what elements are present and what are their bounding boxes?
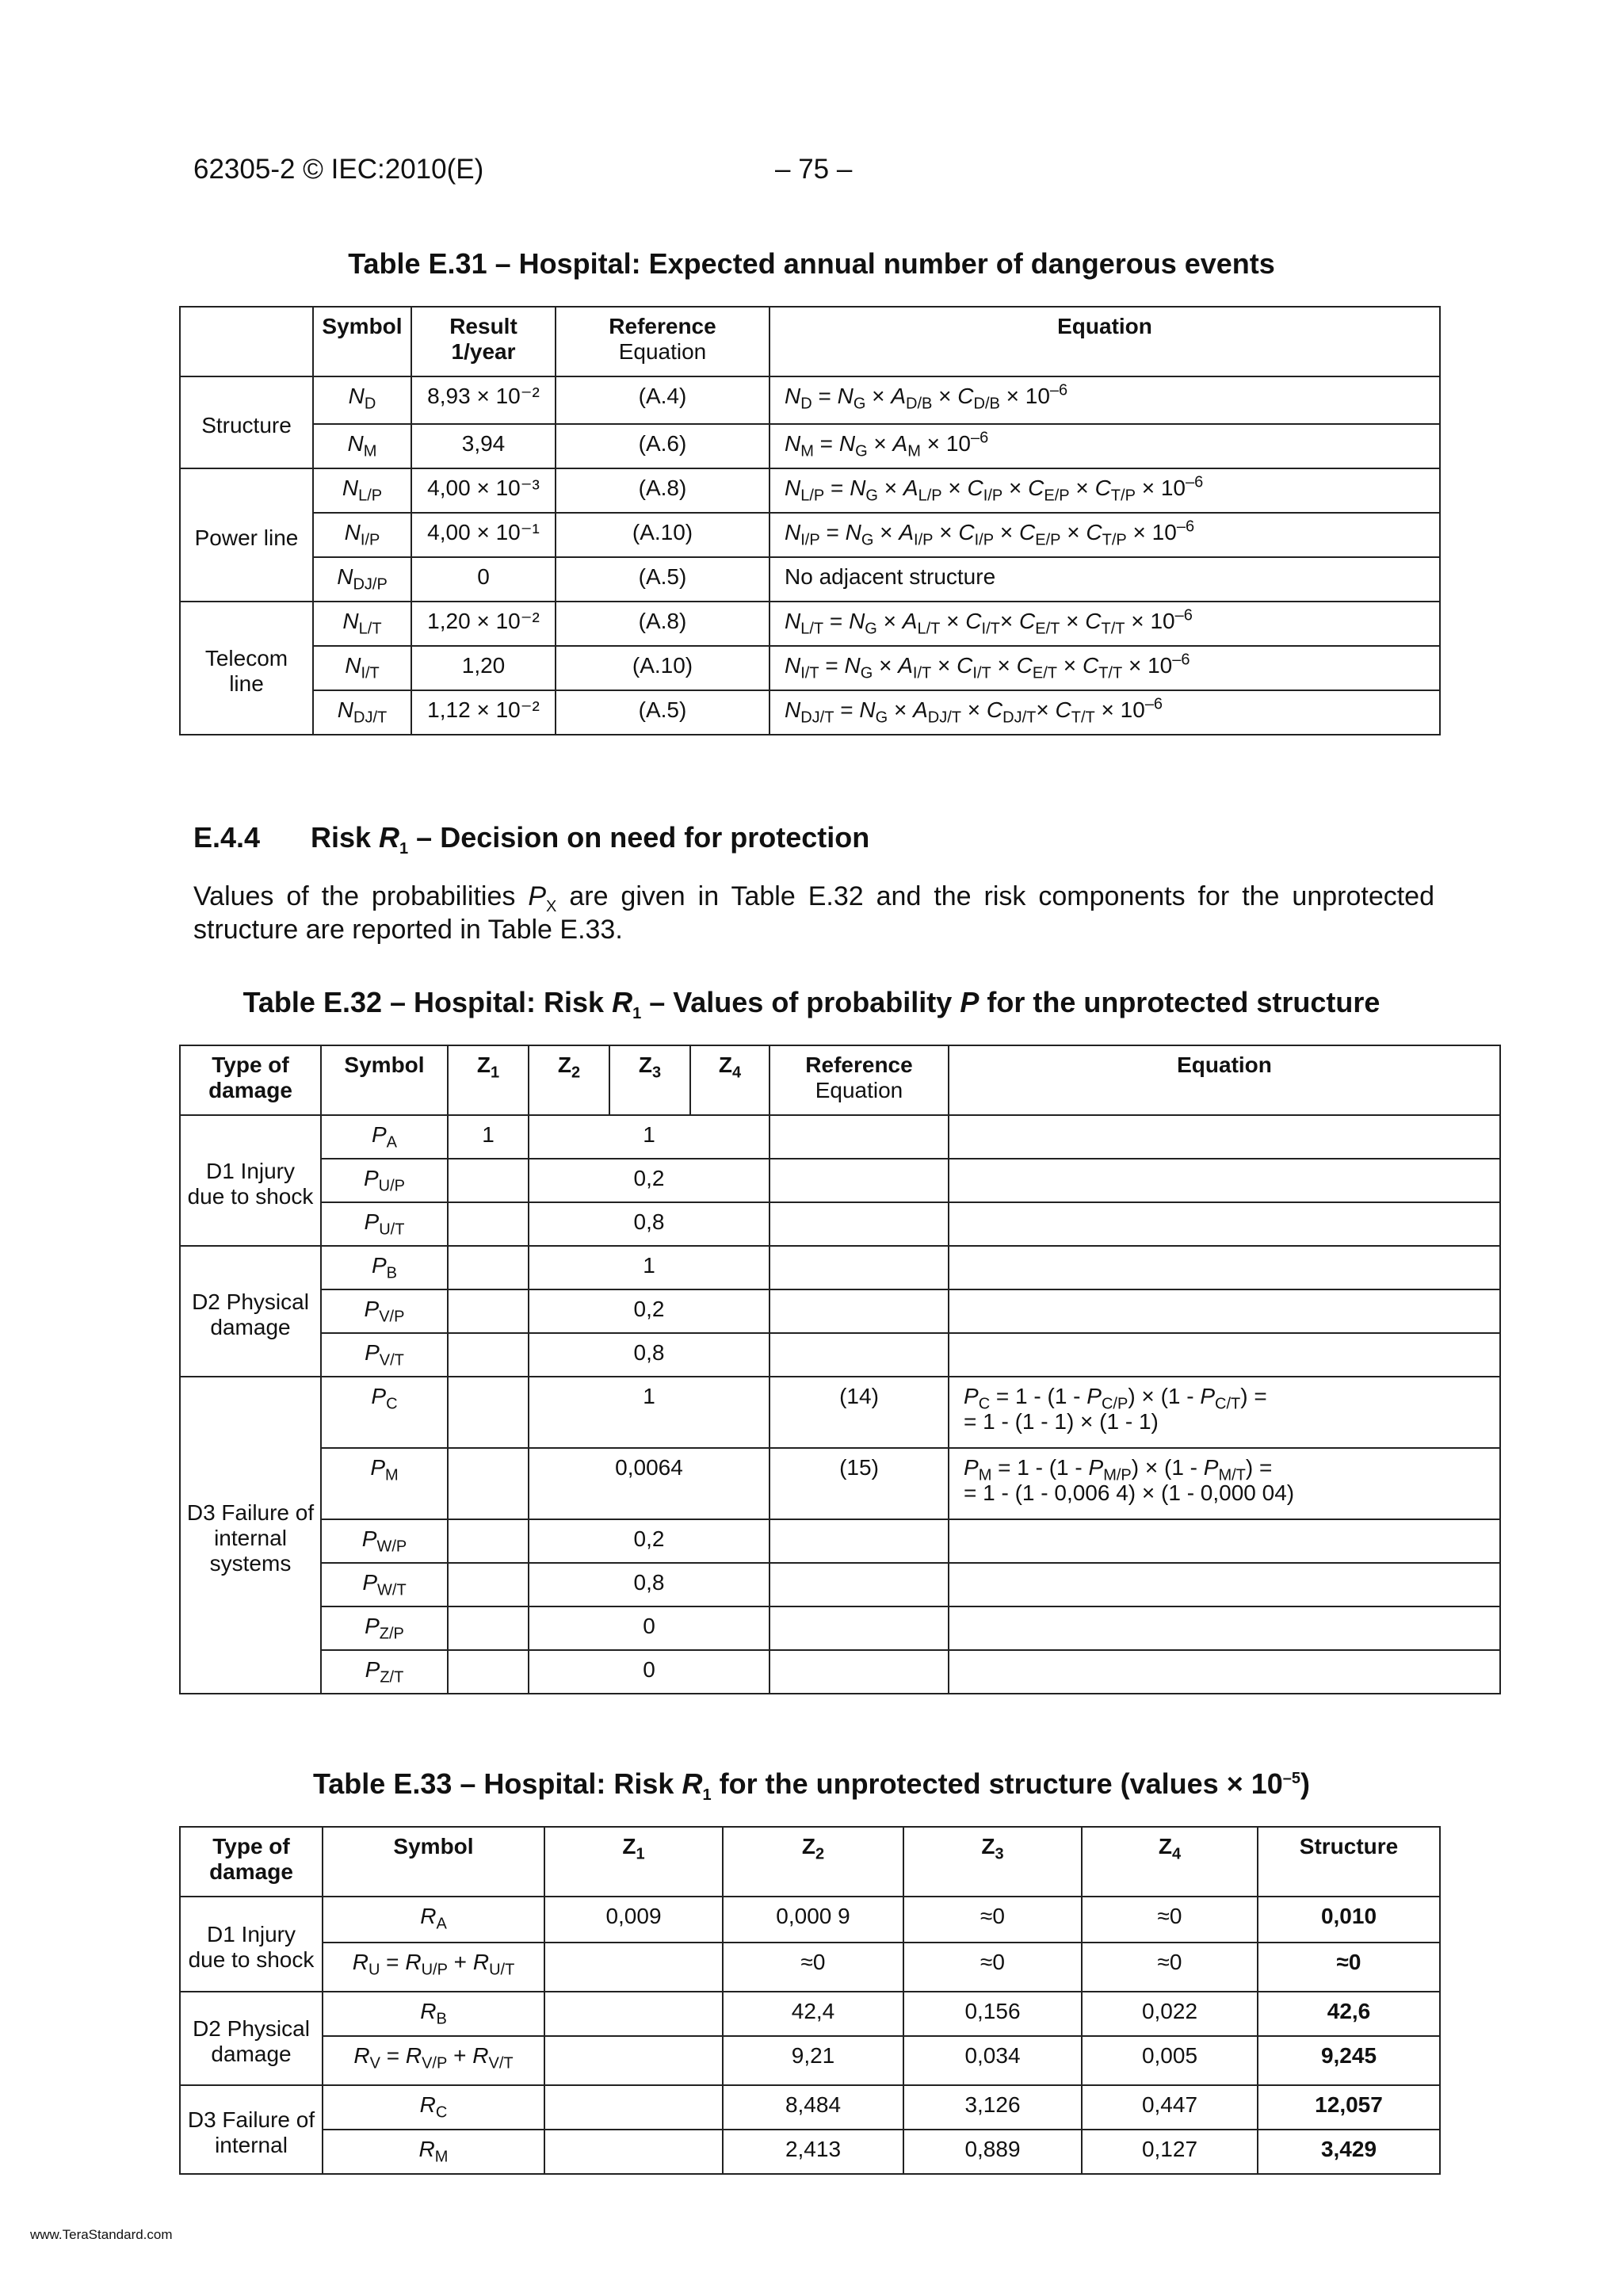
table-e33-cell: 9,21 (723, 2036, 903, 2085)
table-e33-cell: 8,484 (723, 2085, 903, 2130)
section-paragraph: Values of the probabilities $P_X$ are given in Table E.32 and the risk components for the unprotected structure are reported in Table E.33. (193, 881, 1435, 945)
table-e33-total: ≈0 (1258, 1943, 1440, 1992)
table-e32-header-type: Type of damage (180, 1045, 321, 1115)
table-e32-equation (949, 1606, 1500, 1650)
table-e31-header-result: Result 1/year (411, 307, 556, 376)
table-e33-cell: 0,127 (1082, 2130, 1258, 2174)
table-e33-header-z3: $Z_3$ (903, 1827, 1082, 1897)
table-e32-reference (769, 1333, 949, 1377)
table-e32-reference (769, 1289, 949, 1333)
table-e33-cell: 3,126 (903, 2085, 1082, 2130)
table-e31-reference: (A.10) (556, 646, 769, 690)
table-e32-value-z1 (448, 1650, 529, 1694)
section-number: E.4.4 (193, 821, 261, 854)
table-e31-equation: $N_{DJ/T} = N_G \times A_{DJ/T} \times C_{DJ/T}\times C_{T/T} \times 10^{-6}$ (769, 690, 1440, 735)
table-e31-group-telecom-line: Telecom line (180, 602, 313, 735)
table-e33-cell: ≈0 (903, 1897, 1082, 1943)
table-e33 (179, 1826, 1441, 2175)
table-e31 (179, 306, 1441, 735)
table-e33-cell: 2,413 (723, 2130, 903, 2174)
table-e31-header-reference: Reference Equation (556, 307, 769, 376)
table-e32-reference: (14) (769, 1377, 949, 1448)
table-e31-symbol: $N_{DJ/P}$ (313, 557, 411, 602)
table-e32-symbol: $P_M$ (321, 1448, 448, 1519)
table-e32-symbol: $P_{V/T}$ (321, 1333, 448, 1377)
table-e33-symbol: $R_V = R_{V/P} + R_{V/T}$ (323, 2036, 544, 2085)
table-e31-header-equation: Equation (769, 307, 1440, 376)
table-e33-header-type: Type of damage (180, 1827, 323, 1897)
table-e32-reference: (15) (769, 1448, 949, 1519)
table-e33-cell: 0,022 (1082, 1992, 1258, 2036)
table-e33-cell (544, 1943, 723, 1992)
table-e33-header-z1: $Z_1$ (544, 1827, 723, 1897)
page-number: – 75 – (775, 154, 853, 185)
table-e32-group-d1: D1 Injury due to shock (180, 1115, 321, 1246)
table-e32-value: 0 (529, 1606, 769, 1650)
table-e32-equation: $P_M = 1 - (1 - P_{M/P}) \times (1 - P_{M/T})$ = = 1 - (1 - 0,006 4) × (1 - 0,000 04) (949, 1448, 1500, 1519)
table-e32-reference (769, 1519, 949, 1563)
table-e31-symbol: $N_{I/P}$ (313, 513, 411, 557)
table-e32 (179, 1045, 1501, 1694)
section-title: Risk $R_1$ – Decision on need for protection (311, 821, 870, 858)
table-e31-group-power-line: Power line (180, 468, 313, 602)
table-e33-group-d2: D2 Physical damage (180, 1992, 323, 2085)
table-e32-symbol: $P_A$ (321, 1115, 448, 1159)
table-e32-equation (949, 1650, 1500, 1694)
table-e32-value: 1 (529, 1115, 769, 1159)
table-e31-group-structure: Structure (180, 376, 313, 468)
table-e32-reference (769, 1202, 949, 1246)
table-e33-total: 3,429 (1258, 2130, 1440, 2174)
table-e32-value-z1 (448, 1519, 529, 1563)
table-e32-value-z1 (448, 1448, 529, 1519)
table-e32-symbol: $P_{W/P}$ (321, 1519, 448, 1563)
table-e33-cell: 0,447 (1082, 2085, 1258, 2130)
table-e33-total: 42,6 (1258, 1992, 1440, 2036)
table-e31-header-symbol: Symbol (313, 307, 411, 376)
table-e32-value: 1 (529, 1246, 769, 1289)
table-e31-equation: No adjacent structure (769, 557, 1440, 602)
table-e31-reference: (A.10) (556, 513, 769, 557)
table-e32-value: 0,2 (529, 1159, 769, 1202)
table-e32-symbol: $P_C$ (321, 1377, 448, 1448)
table-e32-header-reference: Reference Equation (769, 1045, 949, 1115)
table-e31-result: 1,20 (411, 646, 556, 690)
table-e33-cell: 42,4 (723, 1992, 903, 2036)
table-e33-symbol: $R_A$ (323, 1897, 544, 1943)
table-e31-symbol: $N_{I/T}$ (313, 646, 411, 690)
table-e32-equation: $P_C = 1 - (1 - P_{C/P}) \times (1 - P_{C/T})$ = = 1 - (1 - 1) × (1 - 1) (949, 1377, 1500, 1448)
table-e32-header-z1: $Z_1$ (448, 1045, 529, 1115)
table-e32-symbol: $P_{U/T}$ (321, 1202, 448, 1246)
table-e32-value: 1 (529, 1377, 769, 1448)
table-e31-equation: $N_{L/P} = N_G \times A_{L/P} \times C_{I/P} \times C_{E/P} \times C_{T/P} \times 10^{-6}$ (769, 468, 1440, 513)
table-e33-cell: ≈0 (903, 1943, 1082, 1992)
table-e31-caption: Table E.31 – Hospital: Expected annual number of dangerous events (348, 247, 1275, 280)
table-e31-symbol: $N_{L/P}$ (313, 468, 411, 513)
table-e33-cell: 0,000 9 (723, 1897, 903, 1943)
table-e32-equation (949, 1159, 1500, 1202)
table-e32-header-z2: $Z_2$ (529, 1045, 609, 1115)
table-e32-value-z1 (448, 1289, 529, 1333)
table-e33-cell: 0,005 (1082, 2036, 1258, 2085)
table-e33-cell: 0,156 (903, 1992, 1082, 2036)
table-e32-value-z1 (448, 1246, 529, 1289)
table-e32-equation (949, 1289, 1500, 1333)
table-e32-equation (949, 1246, 1500, 1289)
table-e32-value-z1 (448, 1333, 529, 1377)
table-e32-value-z1 (448, 1606, 529, 1650)
table-e31-result: 0 (411, 557, 556, 602)
table-e33-header-z4: $Z_4$ (1082, 1827, 1258, 1897)
table-e31-result: 1,12 × 10⁻² (411, 690, 556, 735)
table-e31-symbol: $N_{L/T}$ (313, 602, 411, 646)
table-e31-result: 1,20 × 10⁻² (411, 602, 556, 646)
table-e33-group-d3: D3 Failure of internal (180, 2085, 323, 2174)
table-e32-value-z1 (448, 1202, 529, 1246)
table-e33-group-d1: D1 Injury due to shock (180, 1897, 323, 1992)
table-e31-equation: $N_{I/T} = N_G \times A_{I/T} \times C_{I/T} \times C_{E/T} \times C_{T/T} \times 10^{-6}$ (769, 646, 1440, 690)
table-e33-caption: Table E.33 – Hospital: Risk $R_1$ for the unprotected structure (values × $10^{-5}$) (312, 1767, 1311, 1805)
table-e31-result: 8,93 × 10⁻² (411, 376, 556, 424)
table-e33-cell: 0,889 (903, 2130, 1082, 2174)
table-e31-result: 4,00 × 10⁻¹ (411, 513, 556, 557)
table-e33-header-structure: Structure (1258, 1827, 1440, 1897)
table-e31-reference: (A.4) (556, 376, 769, 424)
table-e32-header-equation: Equation (949, 1045, 1500, 1115)
table-e32-reference (769, 1606, 949, 1650)
table-e32-header-z3: $Z_3$ (609, 1045, 690, 1115)
table-e32-value-z1 (448, 1377, 529, 1448)
table-e33-symbol: $R_B$ (323, 1992, 544, 2036)
table-e32-reference (769, 1650, 949, 1694)
table-e32-group-d2: D2 Physical damage (180, 1246, 321, 1377)
table-e32-symbol: $P_{Z/P}$ (321, 1606, 448, 1650)
table-e32-equation (949, 1202, 1500, 1246)
table-e31-symbol: $N_{DJ/T}$ (313, 690, 411, 735)
table-e32-reference (769, 1115, 949, 1159)
table-e32-reference (769, 1246, 949, 1289)
table-e31-result: 3,94 (411, 424, 556, 468)
table-e33-symbol: $R_M$ (323, 2130, 544, 2174)
table-e31-symbol: $N_D$ (313, 376, 411, 424)
table-e32-symbol: $P_{V/P}$ (321, 1289, 448, 1333)
table-e32-reference (769, 1563, 949, 1606)
table-e33-symbol: $R_C$ (323, 2085, 544, 2130)
table-e33-header-z2: $Z_2$ (723, 1827, 903, 1897)
table-e32-equation (949, 1333, 1500, 1377)
footer-site: www.TeraStandard.com (30, 2227, 173, 2242)
table-e33-total: 12,057 (1258, 2085, 1440, 2130)
table-e33-cell (544, 1992, 723, 2036)
table-e31-equation: $N_D = N_G \times A_{D/B} \times C_{D/B} \times 10^{-6}$ (769, 376, 1440, 424)
table-e33-cell: 0,009 (544, 1897, 723, 1943)
table-e33-total: 0,010 (1258, 1897, 1440, 1943)
table-e33-cell: ≈0 (723, 1943, 903, 1992)
table-e32-header-symbol: Symbol (321, 1045, 448, 1115)
table-e32-group-d3: D3 Failure of internal systems (180, 1377, 321, 1694)
table-e33-header-symbol: Symbol (323, 1827, 544, 1897)
table-e32-value-z1 (448, 1563, 529, 1606)
table-e33-cell: ≈0 (1082, 1897, 1258, 1943)
table-e33-cell (544, 2085, 723, 2130)
table-e31-reference: (A.8) (556, 468, 769, 513)
table-e32-equation (949, 1563, 1500, 1606)
table-e33-cell (544, 2130, 723, 2174)
table-e32-value-z1 (448, 1159, 529, 1202)
table-e32-value: 0,8 (529, 1333, 769, 1377)
table-e31-reference: (A.5) (556, 690, 769, 735)
table-e33-total: 9,245 (1258, 2036, 1440, 2085)
table-e31-symbol: $N_M$ (313, 424, 411, 468)
table-e33-cell: 0,034 (903, 2036, 1082, 2085)
table-e32-value: 0,0064 (529, 1448, 769, 1519)
table-e32-symbol: $P_{Z/T}$ (321, 1650, 448, 1694)
table-e32-header-z4: $Z_4$ (690, 1045, 769, 1115)
table-e31-equation: $N_{I/P} = N_G \times A_{I/P} \times C_{I/P} \times C_{E/P} \times C_{T/P} \times 10^{-6}$ (769, 513, 1440, 557)
table-e33-cell: ≈0 (1082, 1943, 1258, 1992)
table-e32-value: 0 (529, 1650, 769, 1694)
table-e32-value: 0,2 (529, 1519, 769, 1563)
document-id: 62305-2 © IEC:2010(E) (193, 154, 484, 185)
table-e32-value-z1: 1 (448, 1115, 529, 1159)
table-e32-equation (949, 1519, 1500, 1563)
table-e31-result: 4,00 × 10⁻³ (411, 468, 556, 513)
table-e32-symbol: $P_B$ (321, 1246, 448, 1289)
table-e31-reference: (A.6) (556, 424, 769, 468)
table-e33-symbol: $R_U = R_{U/P} + R_{U/T}$ (323, 1943, 544, 1992)
table-e32-caption: Table E.32 – Hospital: Risk $R_1$ – Values of probability P for the unprotected structure (242, 986, 1381, 1023)
table-e31-equation: $N_{L/T} = N_G \times A_{L/T} \times C_{I/T}\times C_{E/T} \times C_{T/T} \times 10^{-6}$ (769, 602, 1440, 646)
table-e32-value: 0,8 (529, 1202, 769, 1246)
table-e31-reference: (A.8) (556, 602, 769, 646)
table-e32-value: 0,2 (529, 1289, 769, 1333)
table-e32-value: 0,8 (529, 1563, 769, 1606)
table-e32-equation (949, 1115, 1500, 1159)
table-e32-symbol: $P_{U/P}$ (321, 1159, 448, 1202)
table-e31-reference: (A.5) (556, 557, 769, 602)
table-e32-reference (769, 1159, 949, 1202)
table-e32-symbol: $P_{W/T}$ (321, 1563, 448, 1606)
table-e31-blank-header (180, 307, 313, 376)
table-e33-cell (544, 2036, 723, 2085)
table-e31-equation: $N_M = N_G \times A_M \times 10^{-6}$ (769, 424, 1440, 468)
